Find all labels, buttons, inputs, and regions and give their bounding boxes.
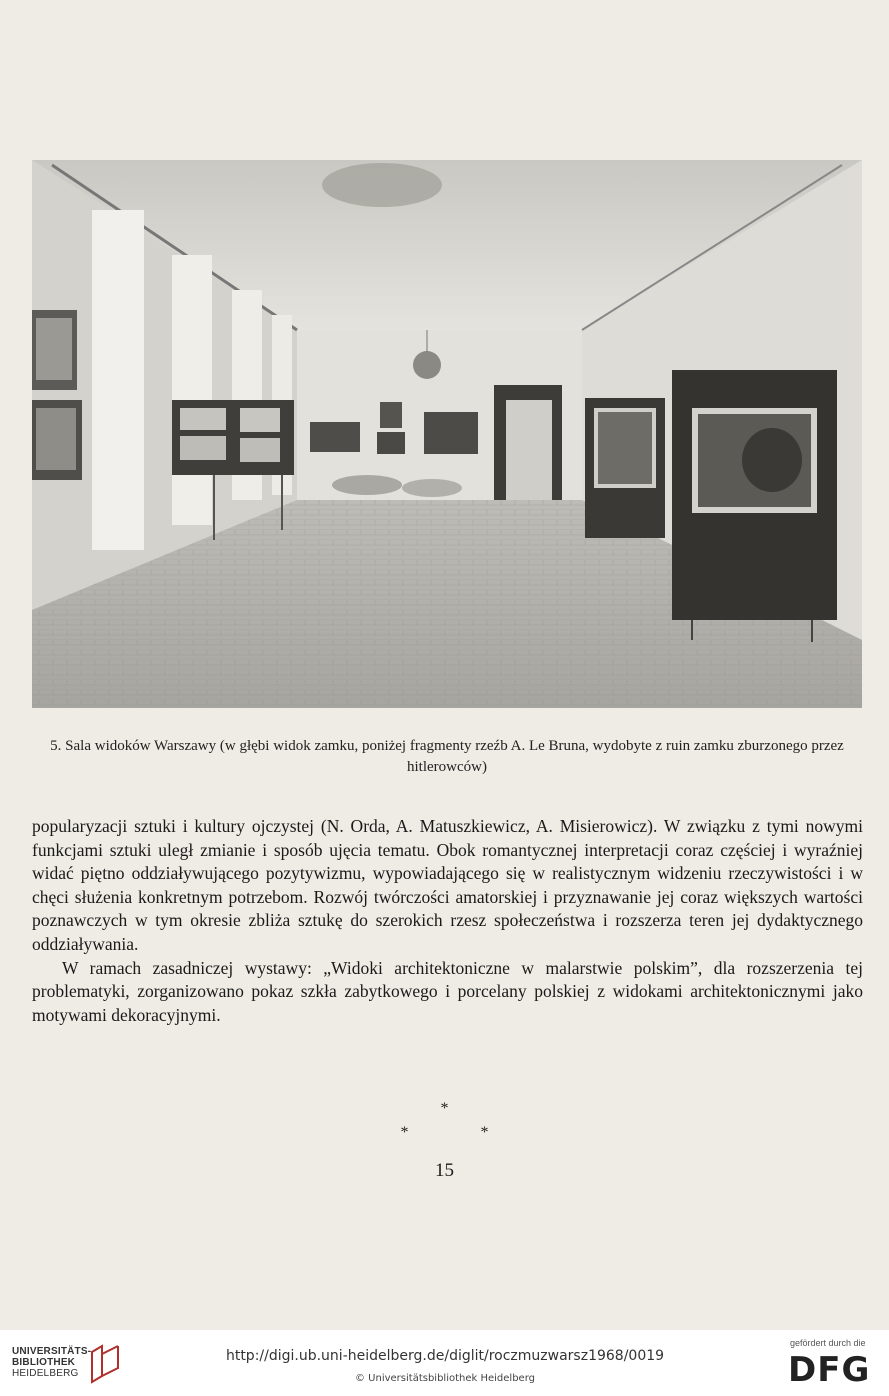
body-text	[32, 815, 863, 1027]
library-name-line: BIBLIOTHEK	[12, 1357, 76, 1368]
library-logo[interactable]	[12, 1346, 91, 1379]
permalink-link[interactable]: http://digi.ub.uni-heidelberg.de/diglit/roczmuzwarsz1968/0019	[225, 1348, 665, 1364]
asterism-row	[0, 1124, 889, 1142]
library-emblem-icon	[88, 1342, 124, 1386]
paragraph: popularyzacji sztuki i kultury ojczystej (N. Orda, A. Matuszkiewicz, A. Misierowicz). W związku z tymi nowymi funkcjami sztuki uległ zmianie i sposób ujęcia tematu. Obok romantycznej interpretacji coraz częściej i wyraźniej widać piętno oddziaływującego pozytywizmu, wypowiadającego się w realistycznym widzeniu rzeczywistości i w chęci służenia konkretnym potrzebom. Rozwój twórczości amatorskiej i przyznawanie jej coraz większych wartości poznawczych w tym okresie zbliża sztukę do szerokich rzesz społeczeństwa i rozszerza teren jej dydaktycznego oddziaływania.	[32, 816, 863, 954]
gallery-photograph	[32, 160, 862, 708]
library-name-line: HEIDELBERG	[12, 1368, 79, 1379]
footer-bar	[0, 1330, 889, 1396]
paragraph: W ramach zasadniczej wystawy: „Widoki architektoniczne w malarstwie polskim”, dla rozszerzenia tej problematyki, zorganizowano pokaz szkła zabytkowego i porcelany polskiej z widokami architektonicznymi jako motywami dekoracyjnymi.	[32, 957, 863, 1025]
figure-caption: 5. Sala widoków Warszawy (w głębi widok zamku, poniżej fragmenty rzeźb A. Le Bruna, wydobyte z ruin zamku zburzonego przez hitlerowców)	[50, 738, 844, 775]
funder-note: gefördert durch die	[790, 1338, 866, 1348]
asterism-top: *	[440, 1100, 449, 1117]
asterism-left: *	[400, 1124, 409, 1141]
copyright-notice: © Universitätsbibliothek Heidelberg	[354, 1373, 535, 1384]
dfg-logo[interactable]: DFG	[788, 1350, 871, 1390]
library-name-line: UNIVERSITÄTS-	[12, 1346, 92, 1357]
page-number: 15	[435, 1160, 454, 1181]
asterism-right: *	[480, 1124, 489, 1141]
